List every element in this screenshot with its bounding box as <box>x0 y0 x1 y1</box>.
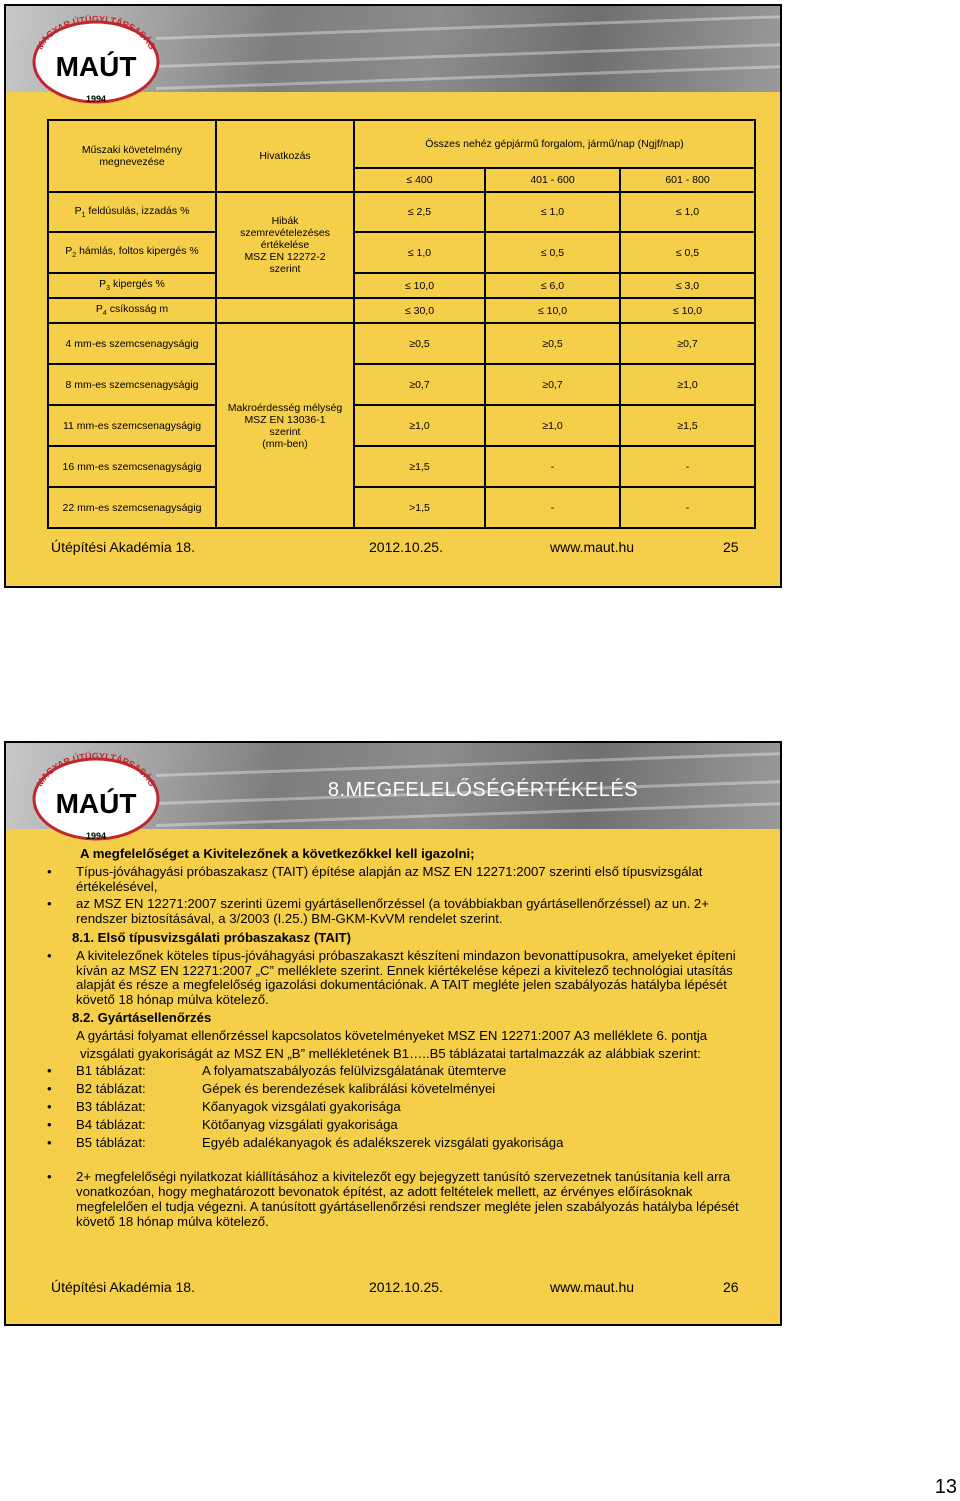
sub-header-2: 401 - 600 <box>485 168 620 192</box>
col-header-requirement: Műszaki követelmény megnevezése <box>48 120 216 192</box>
table-b2: • B2 táblázat: Gépek és berendezések kalibrálási követelményei <box>47 1082 747 1097</box>
final-paragraph: • 2+ megfelelőségi nyilatkozat kiállításához a kivitelezőt egy bejegyzett tanúsító szervezetnek tanúsítania kell arra vonatkozóan, hogy meghatározott bevonatok építést, az adott feltételek mellett, az érvényes előírásoknak megfelelően el tudja végezni. A tanúsított gyártásellenőrzési rendszer megléte jelen szabályozás hatályba lépését követő 18 hónap múlva kötelező. <box>47 1170 747 1229</box>
paragraph-8-1: • A kivitelezőnek köteles típus-jóváhagyási próbaszakaszt készíteni mindazon bevonattípusokra, amelyeket építeni kíván az MSZ EN 12271:2007 „C” melléklete szerint. Ennek kiértékelése képezi a kivitelező technológiai utasítás alapját és része a megfelelőség igazolási dokumentációnak. A TAIT megléte jelen szabályozás hatályba lépését követő 18 hónap múlva kötelező. <box>47 949 747 1008</box>
logo-arc-text: MAGYAR ÚTÜGYI TÁRSASÁG <box>34 750 158 789</box>
slide-title: 8.MEGFELELŐSÉGÉRTÉKELÉS <box>327 779 639 801</box>
footer-url[interactable]: www.maut.hu <box>550 539 635 555</box>
table-b4: • B4 táblázat: Kötőanyag vizsgálati gyakorisága <box>47 1118 747 1133</box>
footer-page: 25 <box>723 539 739 555</box>
row-name: $P_3$ kipergés % <box>48 273 216 298</box>
sub-header-1: ≤ 400 <box>354 168 485 192</box>
footer-event: Útépítési Akadémia 18. <box>51 539 195 555</box>
paragraph-8-2a: A gyártási folyamat ellenőrzéssel kapcsolatos követelményeket MSZ EN 12271:2007 A3 melléklete 6. pontja <box>76 1027 708 1043</box>
footer-url[interactable]: www.maut.hu <box>550 1279 635 1295</box>
bullet-tait: • Típus-jóváhagyási próbaszakasz (TAIT) építése alapján az MSZ EN 12271:2007 szerinti első típusvizsgálat értékelésével, <box>47 865 747 895</box>
row-name: $P_1$ feldúsulás, izzadás % <box>48 192 216 232</box>
row-name: $P_4$ csíkosság m <box>48 298 216 323</box>
bullet-production-control: • az MSZ EN 12271:2007 szerinti üzemi gyártásellenőrzéssel (a továbbiakban gyártásellenőrzéssel) az un. 2+ rendszer biztosításával, a 3/2003 (I.25.) BM-GKM-KvVM rendelet szerint. <box>47 897 747 927</box>
heading-8-1: 8.1. Első típusvizsgálati próbaszakasz (TAIT) <box>72 929 351 945</box>
row-name: 16 mm-es szemcsenagyságig <box>48 446 216 487</box>
maut-logo <box>26 10 166 106</box>
page-number: 13 <box>934 1476 957 1498</box>
slide-25 <box>4 4 782 588</box>
footer-date: 2012.10.25. <box>369 539 443 555</box>
sub-header-3: 601 - 800 <box>620 168 755 192</box>
footer-date: 2012.10.25. <box>369 1279 443 1295</box>
slide-26 <box>4 741 782 1326</box>
intro-text: A megfelelőséget a Kivitelezőnek a következőkkel kell igazolni; <box>80 846 475 861</box>
requirements-table: Műszaki követelmény megnevezése Hivatkozás Összes nehéz gépjármű forgalom, jármű/nap (Ngjf/nap) ≤ 400 401 - 600 601 - 800 $P_1$ feldúsulás, izzadás % Hibák szemrevételezéses értékelése MSZ EN 12272-2 szerint ≤ 2,5 ≤ 1,0 ≤ 1,0 $P_2$ hámlás, foltos kipergés % ≤ 1,0 ≤ 0,5 ≤ 0,5 $P_3$ kipergés % ≤ 10,0 ≤ 6,0 ≤ 3,0 $P_4$ csíkosság m ≤ 30,0 ≤ 10,0 ≤ 10,0 4 mm-es szemcsenagyságig Makroérdesség mélység MSZ EN 13036-1 szerint (mm-ben) ≥0,5 ≥0,5 ≥0,7 8 mm-es szemcsenagyságig ≥0,7 ≥0,7 ≥1,0 11 mm-es szemcsenagyságig ≥1,0 ≥1,0 ≥1,5 16 mm-es szemcsenagyságig ≥1,5 - - 22 mm-es szemcsenagyságig >1,5 - - <box>47 119 756 529</box>
paragraph-8-2b: vizsgálati gyakoriságát az MSZ EN „B” mellékletének B1…..B5 táblázatai tartalmazzák az alábbiak szerint: <box>80 1045 701 1061</box>
reference-visual: Hibák szemrevételezéses értékelése MSZ EN 12272-2 szerint <box>216 192 354 298</box>
logo-year: 1994 <box>85 831 107 841</box>
footer-page: 26 <box>723 1279 739 1295</box>
col-header-reference: Hivatkozás <box>216 120 354 192</box>
footer-event: Útépítési Akadémia 18. <box>51 1279 195 1295</box>
logo-name: MAÚT <box>55 51 137 82</box>
row-name: 11 mm-es szemcsenagyságig <box>48 405 216 446</box>
row-name: $P_2$ hámlás, foltos kipergés % <box>48 232 216 273</box>
slide-body <box>47 847 747 1230</box>
table-b5: • B5 táblázat: Egyéb adalékanyagok és adalékszerek vizsgálati gyakorisága <box>47 1136 747 1151</box>
col-header-traffic: Összes nehéz gépjármű forgalom, jármű/nap (Ngjf/nap) <box>354 120 755 168</box>
logo-arc-text: MAGYAR ÚTÜGYI TÁRSASÁG <box>34 13 158 52</box>
row-name: 4 mm-es szemcsenagyságig <box>48 323 216 364</box>
heading-8-2: 8.2. Gyártásellenőrzés <box>72 1009 212 1025</box>
table-b3: • B3 táblázat: Kőanyagok vizsgálati gyakorisága <box>47 1100 747 1115</box>
logo-year: 1994 <box>85 94 107 104</box>
logo-name: MAÚT <box>55 788 137 819</box>
maut-logo <box>26 747 166 843</box>
reference-macrotexture: Makroérdesség mélység MSZ EN 13036-1 szerint (mm-ben) <box>216 323 354 528</box>
row-name: 8 mm-es szemcsenagyságig <box>48 364 216 405</box>
table-b1: • B1 táblázat: A folyamatszabályozás felülvizsgálatának ütemterve <box>47 1064 747 1079</box>
row-name: 22 mm-es szemcsenagyságig <box>48 487 216 528</box>
